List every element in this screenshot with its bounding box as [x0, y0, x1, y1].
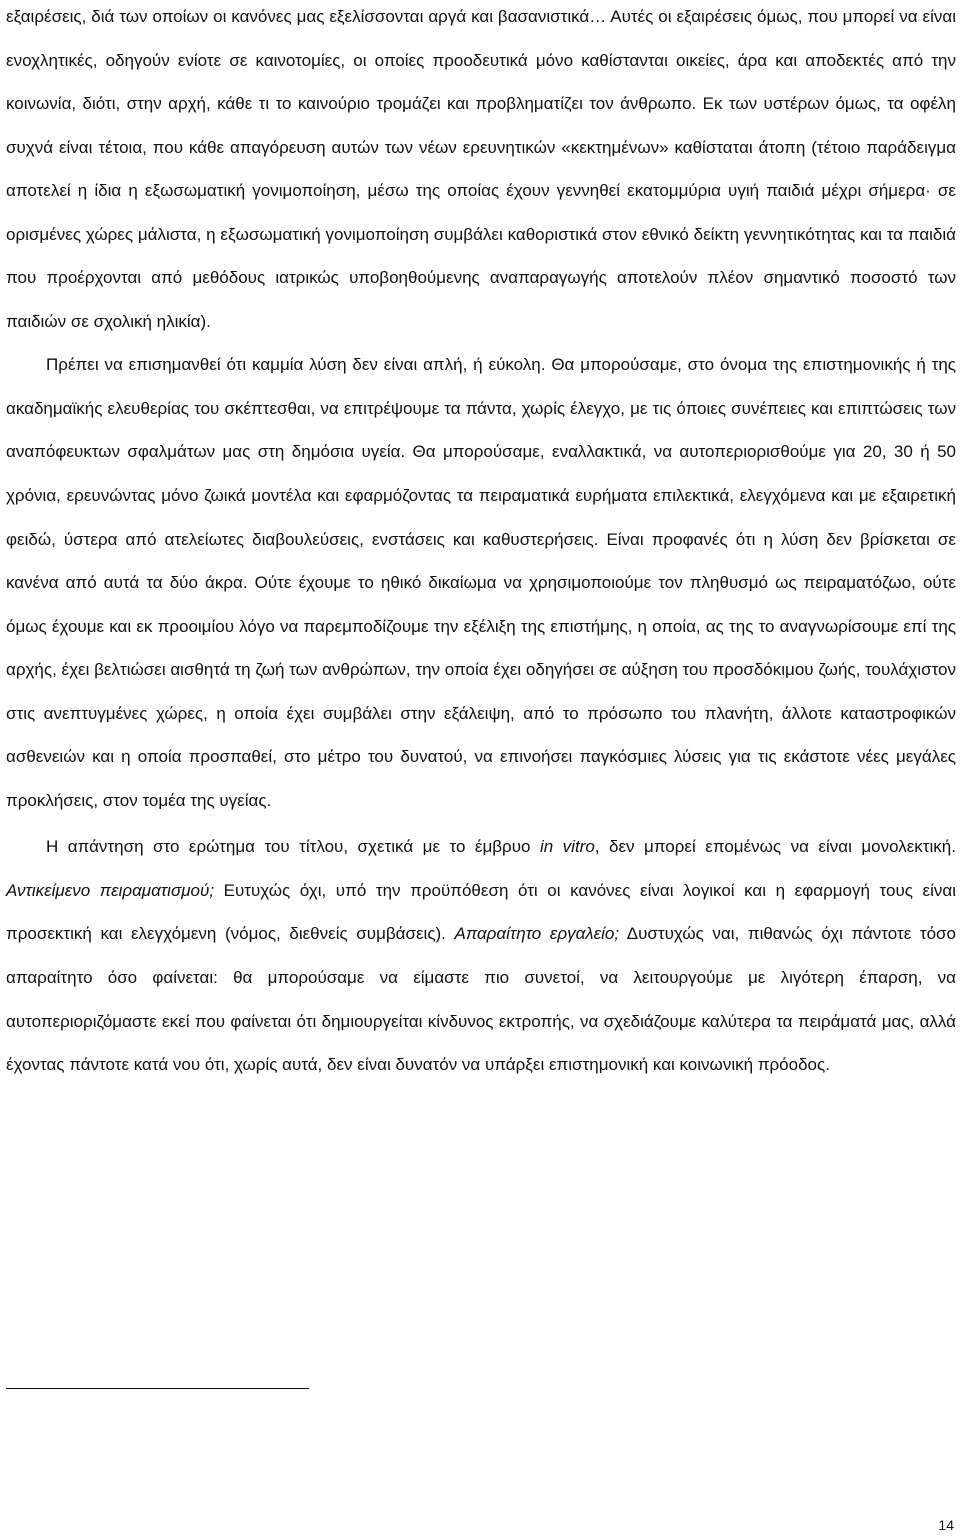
paragraph-2-text: Πρέπει να επισημανθεί ότι καμμία λύση δεν είναι απλή, ή εύκολη. Θα μπορούσαμε, στο όνομα της επιστημονικής ή της ακαδημαϊκής ελευθερίας του σκέπτεσθαι, να επιτρέψουμε τα πάντα, χωρίς έλεγχο, με τις όποιες συνέπειες και επιπτώσεις των αναπόφευκτων σφαλμάτων μας στη δημόσια υγεία. Θα μπορούσαμε, εναλλακτικά, να αυτοπεριορισθούμε για 20, 30 ή 50 χρόνια, ερευνώντας μόνο ζωικά μοντέλα και εφαρμόζοντας τα πειραματικά ευρήματα επιλεκτικά, ελεγχόμενα και με εξαιρετική φειδώ, ύστερα από ατελείωτες διαβουλεύσεις, ενστάσεις και καθυστερήσεις. Είναι προφανές ότι η λύση δεν βρίσκεται σε κανένα από αυτά τα δύο άκρα. Ούτε έχουμε το ηθικό δικαίωμα να χρησιμοποιούμε τον πληθυσμό ως πειραματόζωο, ούτε όμως έχουμε και εκ προοιμίου λόγο να παρεμποδίζουμε την εξέλιξη της επιστήμης, η οποία, ας της το αναγνωρίσουμε επί της αρχής, έχει βελτιώσει αισθητά τη ζωή των ανθρώπων, την οποία έχει οδηγήσει σε αύξηση του προσδόκιμου ζωής, τουλάχιστον στις ανεπτυγμένες χώρες, η οποία έχει συμβάλει στην εξάλειψη, από το πρόσωπο του πλανήτη, άλλοτε καταστροφικών ασθενειών και η οποία προσπαθεί, στο μέτρο του δυνατού, να επινοήσει παγκόσμιες λύσεις για τις εκάστοτε νέες μεγάλες προκλήσεις, στον τομέα της υγείας. [6, 355, 956, 810]
document-body [6, 0, 956, 1087]
paragraph-3-italic-in-vitro: in vitro [539, 837, 595, 857]
paragraph-1 [6, 0, 956, 343]
paragraph-3-text-3: Ευτυχώς όχι, υπό την προϋπόθεση ότι οι κανόνες είναι λογικοί και η εφαρμογή τους είναι προσεκτική και ελεγχόμενη (νόμος, διεθνείς συμβάσεις). [6, 880, 957, 944]
paragraph-3 [6, 825, 956, 1086]
paragraph-3-italic-question-2: Απαραίτητο εργαλείο; [454, 924, 620, 944]
paragraph-1-text: εξαιρέσεις, διά των οποίων οι κανόνες μας εξελίσσονται αργά και βασανιστικά… Αυτές οι εξαιρέσεις όμως, που μπορεί να είναι ενοχλητικές, οδηγούν ενίοτε σε καινοτομίες, οι οποίες προοδευτικά μόνο καθίστανται οικείες, άρα και αποδεκτές από την κοινωνία, διότι, στην αρχή, κάθε τι το καινούριο τρομάζει και προβληματίζει τον άνθρωπο. Εκ των υστέρων όμως, τα οφέλη συχνά είναι τέτοια, που κάθε απαγόρευση αυτών των νέων ερευνητικών «κεκτημένων» καθίσταται άτοπη (τέτοιο παράδειγμα αποτελεί η ίδια η εξωσωματική γονιμοποίηση, μέσω της οποίας έχουν γεννηθεί εκατομμύρια υγιή παιδιά μέχρι σήμερα· σε ορισμένες χώρες μάλιστα, η εξωσωματική γονιμοποίηση συμβάλει καθοριστικά στον εθνικό δείκτη γεννητικότητας και τα παιδιά που προέρχονται από μεθόδους ιατρικώς υποβοηθούμενης αναπαραγωγής αποτελούν πλέον σημαντικό ποσοστό των παιδιών σε σχολική ηλικία). [6, 7, 956, 331]
paragraph-3-text-4: Δυστυχώς ναι, πιθανώς όχι πάντοτε τόσο απαραίτητο όσο φαίνεται: θα μπορούσαμε να είμαστε πιο συνετοί, να λειτουργούμε με λιγότερη έπαρση, να αυτοπεριοριζόμαστε εκεί που φαίνεται ότι δημιουργείται κίνδυνος εκτροπής, να σχεδιάζουμε καλύτερα τα πειράματά μας, αλλά έχοντας πάντοτε κατά νου ότι, χωρίς αυτά, δεν είναι δυνατόν να υπάρξει επιστημονική και κοινωνική πρόοδος. [6, 924, 957, 1075]
footnote-separator [6, 1388, 309, 1389]
paragraph-3-text-1: Η απάντηση στο ερώτημα του τίτλου, σχετικά με το έμβρυο [46, 837, 540, 857]
paragraph-3-italic-question-1: Αντικείμενο πειραματισμού; [6, 880, 215, 900]
page-number: 14 [938, 1517, 954, 1533]
paragraph-3-text-2: , δεν μπορεί επομένως να είναι μονολεκτική. [594, 837, 956, 857]
paragraph-2 [6, 343, 956, 822]
